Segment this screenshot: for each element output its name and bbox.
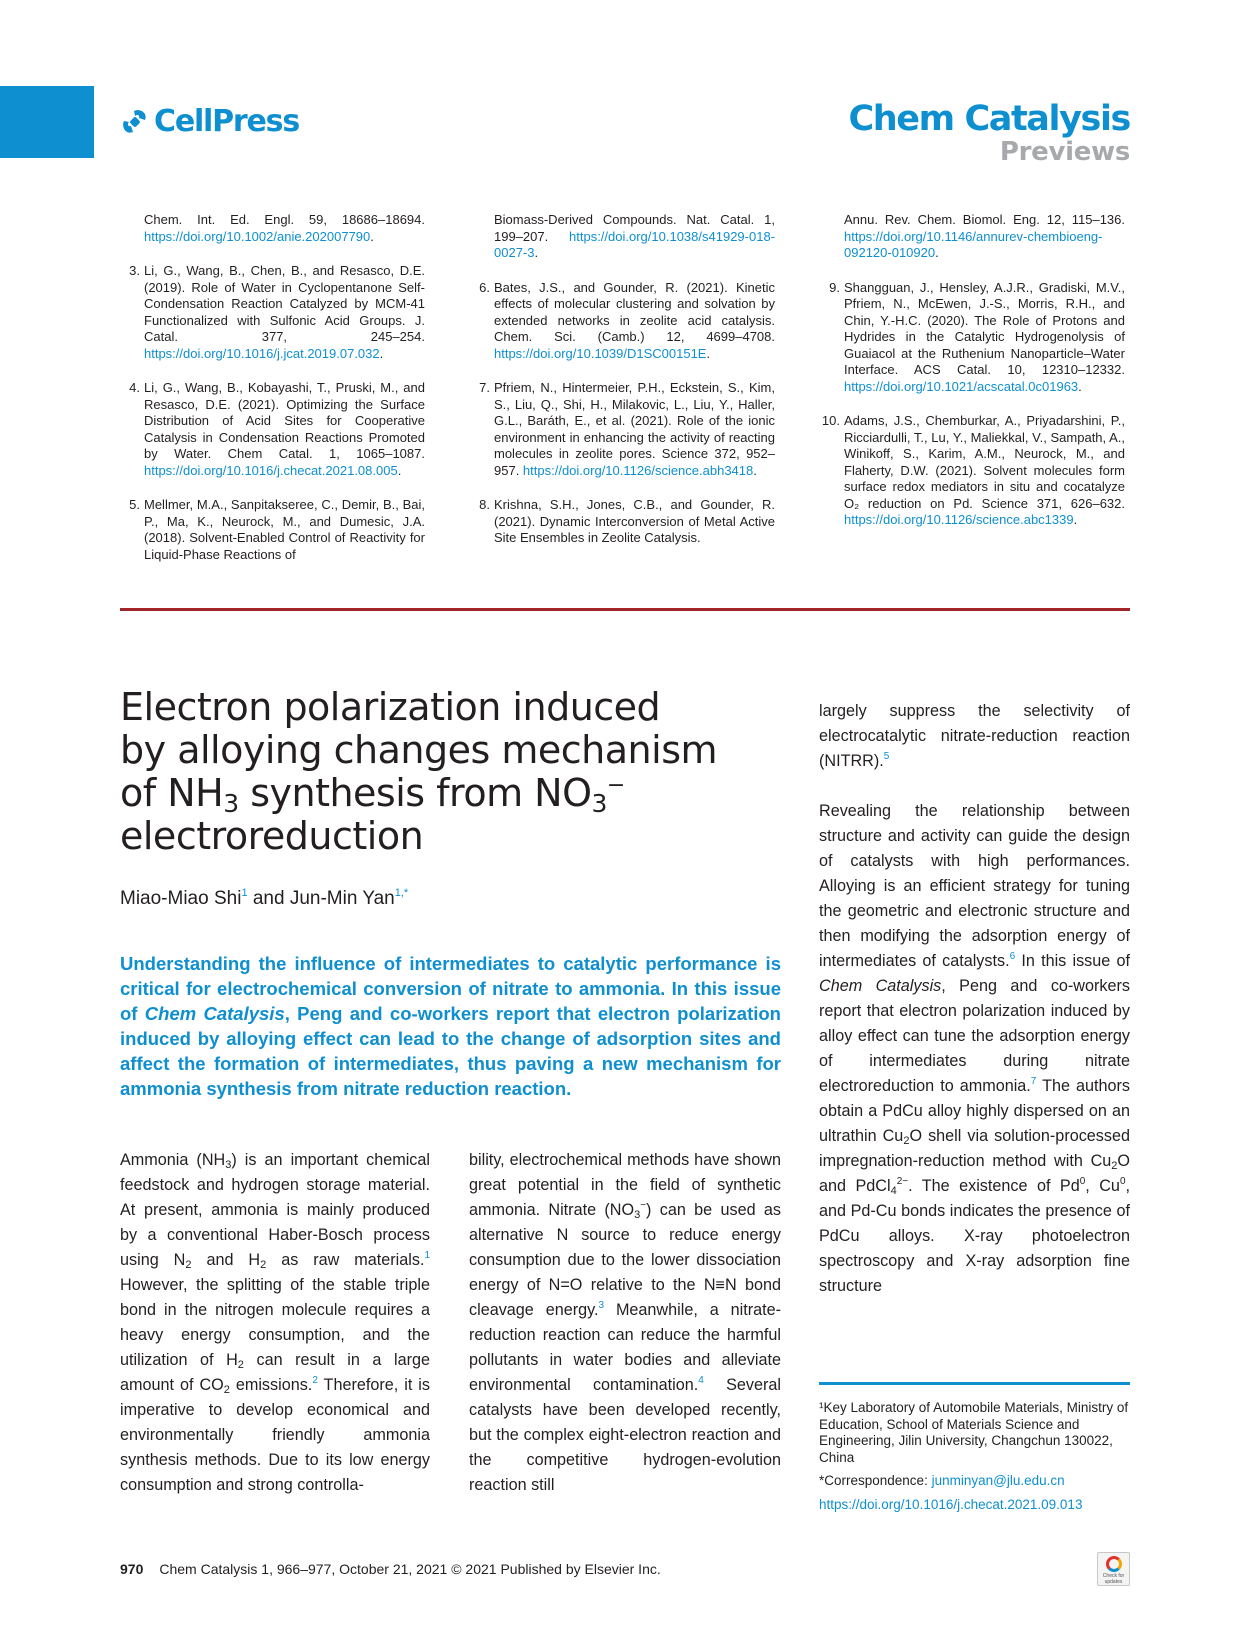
- reference-item: [120, 497, 425, 563]
- reference-tail: .: [1078, 378, 1082, 394]
- reference-tail: .: [397, 462, 402, 478]
- reference-item: [470, 380, 775, 479]
- text: In this issue of: [1015, 952, 1130, 970]
- body-paragraph: [469, 1148, 781, 1498]
- text: ) is an important chemical feedstock and hydrogen storage material. At present, ammonia is mainly produced by a conventional Haber-Bosch process using N: [120, 1151, 430, 1269]
- citation-link[interactable]: 6: [1009, 951, 1016, 962]
- reference-doi-link[interactable]: https://doi.org/10.1126/science.abc1339: [844, 512, 1074, 527]
- correspondence-label: *Correspondence:: [819, 1473, 932, 1488]
- superscript: −: [640, 1200, 647, 1211]
- citation-link[interactable]: 3: [598, 1300, 605, 1311]
- subscript: 2: [903, 1135, 910, 1147]
- affiliation-marker[interactable]: 1,*: [394, 887, 409, 899]
- citation-link[interactable]: 1: [424, 1250, 431, 1261]
- subscript: 2: [223, 1384, 230, 1396]
- reference-item: [470, 280, 775, 363]
- text: ) can be used as alternative N source to reduce energy consumption due to the lower dissociation energy of N=O relative to the N≡N bond cleavage energy.: [469, 1201, 781, 1319]
- reference-tail: .: [370, 228, 374, 244]
- journal-header: [848, 100, 1130, 166]
- subscript: 2: [237, 1359, 244, 1371]
- reference-text: Bates, J.S., and Gounder, R. (2021). Kinetic effects of molecular clustering and solvation by extended networks in zeolite acid catalysis. Chem. Sci. (Camb.) 12, 4699–4708.: [494, 279, 775, 344]
- text: . The existence of Pd: [908, 1177, 1080, 1195]
- reference-text: Mellmer, M.A., Sanpitakseree, C., Demir, B., Bai, P., Ma, K., Neurock, M., and Dumesic, J.A. (2018). Solvent-Enabled Control of Reactivity for Liquid-Phase Reactions of: [144, 497, 425, 562]
- text: emissions.: [229, 1376, 313, 1394]
- reference-item: [470, 212, 775, 262]
- check-for-updates-badge[interactable]: [1097, 1552, 1130, 1586]
- text: and H: [191, 1251, 261, 1269]
- reference-text: Shangguan, J., Hensley, A.J.R., Gradiski, M.V., Pfriem, N., McEwen, J.-S., Morris, R.H., and Chin, Y.-H.C. (2020). The Role of Protons and Hydrides in the Catalytic Hydrogenolysis of Guaiacol at the Ruthenium Nanoparticle–Water Interface. ACS Catal. 10, 12310–12332.: [844, 279, 1125, 377]
- superscript: 2−: [896, 1176, 909, 1187]
- reference-number: 8.: [479, 497, 490, 512]
- body-paragraph: [819, 699, 1130, 774]
- citation-link[interactable]: 5: [883, 751, 890, 762]
- reference-doi-link[interactable]: https://doi.org/10.1126/science.abh3418: [522, 462, 754, 478]
- reference-item: [820, 413, 1125, 529]
- reference-tail: .: [1073, 512, 1078, 527]
- cellpress-logo[interactable]: [120, 104, 299, 139]
- title-subscript: 3: [591, 789, 607, 818]
- references-column-1: [120, 212, 425, 581]
- citation-link[interactable]: 2: [312, 1375, 318, 1386]
- reference-number: 7.: [479, 380, 490, 395]
- reference-tail: .: [379, 345, 384, 361]
- author-name: Miao-Miao Shi: [120, 888, 242, 909]
- affiliation-marker[interactable]: 1: [241, 887, 248, 899]
- superscript: 0: [1119, 1176, 1126, 1187]
- text: O shell via solution-processed impregnation-reduction method with Cu: [819, 1127, 1130, 1170]
- title-line-3: of NH: [120, 771, 224, 815]
- reference-tail: .: [706, 345, 711, 361]
- page-number: 970: [120, 1561, 144, 1577]
- text: bility, electrochemical methods have shown great potential in the field of synthetic ammonia. Nitrate (NO: [469, 1151, 781, 1219]
- reference-number: 9.: [829, 279, 840, 295]
- text: as raw materials.: [266, 1251, 425, 1269]
- title-line-2: by alloying changes mechanism: [120, 728, 718, 772]
- body-paragraph: [819, 799, 1130, 1299]
- subscript: 2: [260, 1259, 267, 1271]
- reference-tail: .: [534, 245, 539, 260]
- body-paragraph: [120, 1148, 430, 1498]
- author-list: [120, 888, 408, 910]
- title-line-4: electroreduction: [120, 814, 424, 858]
- text: Meanwhile, a nitrate-reduction reaction can reduce the harmful pollutants in water bodies and alleviate environmental contamination.: [469, 1301, 781, 1394]
- reference-text: Pfriem, N., Hintermeier, P.H., Eckstein, S., Kim, S., Liu, Q., Shi, H., Milakovic, L., Liu, Y., Haller, G.L., Baráth, E., et al. (2021). Role of the ionic environment in enhancing the activity of reacting molecules in zeolite pores. Science 372, 952–957.: [494, 380, 775, 478]
- subscript: 2: [1111, 1160, 1118, 1172]
- text: , Cu: [1085, 1177, 1120, 1195]
- abstract: [120, 951, 781, 1101]
- citation-link[interactable]: 7: [1030, 1076, 1037, 1087]
- reference-number: 4.: [129, 380, 140, 395]
- doi-link[interactable]: https://doi.org/10.1016/j.checat.2021.09.013: [819, 1496, 1083, 1512]
- body-column-3: [819, 699, 1130, 1324]
- reference-doi-link[interactable]: https://doi.org/10.1039/D1SC00151E: [494, 345, 707, 361]
- title-line-3-cont: synthesis from NO: [238, 771, 592, 815]
- text: The authors obtain a PdCu alloy highly dispersed on an ultrathin Cu: [819, 1077, 1130, 1145]
- reference-doi-link[interactable]: https://doi.org/10.1038/s41929-018-0027-3: [494, 228, 775, 260]
- reference-text: Li, G., Wang, B., Chen, B., and Resasco, D.E. (2019). Role of Water in Cyclopentanone Self-Condensation Reaction Catalyzed by MCM-41 Functionalized with Sulfonic Acid Groups. J. Catal. 377, 245–254.: [144, 263, 425, 344]
- references-column-3: [820, 212, 1125, 547]
- reference-text: Li, G., Wang, B., Kobayashi, T., Pruski, M., and Resasco, D.E. (2021). Optimizing the Surface Distribution of Acid Sites for Cooperative Catalysis in Condensation Reactions Promoted by Water. Chem Catal. 1, 1065–1087.: [144, 380, 425, 461]
- subscript: 3: [225, 1159, 232, 1171]
- reference-doi-link[interactable]: https://doi.org/10.1021/acscatal.0c01963: [844, 378, 1079, 394]
- subscript: 4: [890, 1185, 897, 1197]
- reference-item: [120, 380, 425, 479]
- text: Ammonia (NH: [120, 1151, 226, 1169]
- abstract-text: , Peng and co-workers report that electron polarization induced by alloying effect can lead to the change of adsorption sites and affect the formation of intermediates, thus paving a new mechanism for ammonia synthesis from nitrate reduction reaction.: [120, 1003, 781, 1099]
- reference-text: Chem. Int. Ed. Engl. 59, 18686–18694.: [144, 212, 425, 227]
- reference-item: [820, 280, 1125, 396]
- reference-text: Krishna, S.H., Jones, C.B., and Gounder, R. (2021). Dynamic Interconversion of Metal Active Site Ensembles in Zeolite Catalysis.: [494, 497, 775, 545]
- reference-text: Annu. Rev. Chem. Biomol. Eng. 12, 115–136.: [844, 212, 1125, 227]
- cellpress-mark-icon: [120, 107, 150, 137]
- text: However, the splitting of the stable triple bond in the nitrogen molecule requires a heavy energy consumption, and the utilization of H: [120, 1276, 430, 1369]
- citation-link[interactable]: 4: [698, 1375, 704, 1386]
- text: , Peng and co-workers report that electron polarization induced by alloy effect can tune the adsorption energy of intermediates during nitrate electroreduction to ammonia.: [819, 977, 1130, 1095]
- text: , and Pd-Cu bonds indicates the presence of PdCu alloys. X-ray photoelectron spectroscopy and X-ray adsorption fine structure: [819, 1177, 1130, 1295]
- title-line-1: Electron polarization induced: [120, 685, 661, 729]
- text: Several catalysts have been developed recently, but the complex eight-electron reaction and the competitive hydrogen-evolution reaction still: [469, 1376, 781, 1494]
- reference-item: [120, 212, 425, 245]
- text: Revealing the relationship between structure and activity can guide the design of catalysts with high performances. Alloying is an efficient strategy for tuning the geometric and electronic structure and then modifying the adsorption energy of intermediates of catalysts.: [819, 802, 1130, 970]
- correspondence: [819, 1473, 1130, 1490]
- subscript: 2: [185, 1259, 192, 1271]
- email-link[interactable]: junminyan@jlu.edu.cn: [931, 1473, 1065, 1488]
- article-title: [120, 686, 740, 858]
- page-footer: [120, 1561, 661, 1577]
- abstract-text: Understanding the influence of intermediates to catalytic performance is critical for electrochemical conversion of nitrate to ammonia. In this issue of: [120, 953, 781, 1024]
- reference-item: [820, 212, 1125, 262]
- reference-item: [120, 263, 425, 362]
- reference-text: Adams, J.S., Chemburkar, A., Priyadarshini, P., Ricciardulli, T., Lu, Y., Maliekkal, V., Sampath, A., Winikoff, S., Karim, A.M., Neurock, M., and Flaherty, D.W. (2021). Solvent molecules form surface redox mediators in situ and cocatalyze O₂ reduction on Pd. Science 371, 626–632.: [844, 413, 1125, 511]
- section-label: Previews: [999, 136, 1130, 167]
- body-column-1: [120, 1148, 430, 1523]
- author-name: and Jun-Min Yan: [247, 888, 395, 909]
- reference-number: 6.: [479, 279, 490, 295]
- footer-citation: Chem Catalysis 1, 966–977, October 21, 2021 © 2021 Published by Elsevier Inc.: [159, 1561, 661, 1577]
- affiliation-text: ¹Key Laboratory of Automobile Materials, Ministry of Education, School of Materials Science and Engineering, Jilin University, Changchun 130022, China: [819, 1400, 1129, 1465]
- reference-item: [470, 497, 775, 547]
- reference-doi-link[interactable]: https://doi.org/10.1002/anie.202007790: [144, 228, 371, 244]
- superscript: 0: [1079, 1176, 1086, 1187]
- reference-doi-link[interactable]: https://doi.org/10.1016/j.checat.2021.08.005: [144, 462, 398, 478]
- corner-color-block: [0, 86, 94, 158]
- updates-icon: [1106, 1556, 1122, 1572]
- publisher-name: CellPress: [154, 104, 299, 139]
- references-column-2: [470, 212, 775, 565]
- subscript: 3: [634, 1209, 641, 1221]
- reference-number: 10.: [821, 413, 840, 428]
- reference-doi-link[interactable]: https://doi.org/10.1016/j.jcat.2019.07.032: [144, 345, 380, 361]
- text: O and PdCl: [819, 1152, 1130, 1195]
- section-divider: [120, 608, 1130, 611]
- reference-text: Biomass-Derived Compounds. Nat. Catal. 1, 199–207.: [494, 212, 775, 244]
- reference-tail: .: [935, 245, 939, 260]
- text: Therefore, it is imperative to develop economical and environmentally friendly ammonia synthesis methods. Due to its low energy consumption and strong controlla-: [120, 1376, 430, 1494]
- journal-title: Chem Catalysis: [848, 99, 1130, 139]
- title-subscript: 3: [223, 789, 239, 818]
- text: largely suppress the selectivity of electrocatalytic nitrate-reduction reaction (NITRR).: [819, 702, 1130, 770]
- reference-number: 3.: [129, 263, 140, 278]
- badge-label: Check for updates: [1102, 1573, 1125, 1585]
- text: can result in a large amount of CO: [120, 1351, 430, 1394]
- affiliation-block: [819, 1400, 1130, 1520]
- affiliation-divider: [819, 1382, 1130, 1385]
- doi-line: [819, 1497, 1130, 1514]
- journal-name: Chem Catalysis: [819, 977, 942, 995]
- title-superscript: −: [606, 773, 625, 798]
- reference-doi-link[interactable]: https://doi.org/10.1146/annurev-chembioeng-092120-010920: [844, 228, 1103, 260]
- body-column-2: [469, 1148, 781, 1523]
- reference-tail: .: [753, 462, 757, 478]
- abstract-journal: Chem Catalysis: [144, 1003, 285, 1024]
- reference-number: 5.: [129, 497, 140, 512]
